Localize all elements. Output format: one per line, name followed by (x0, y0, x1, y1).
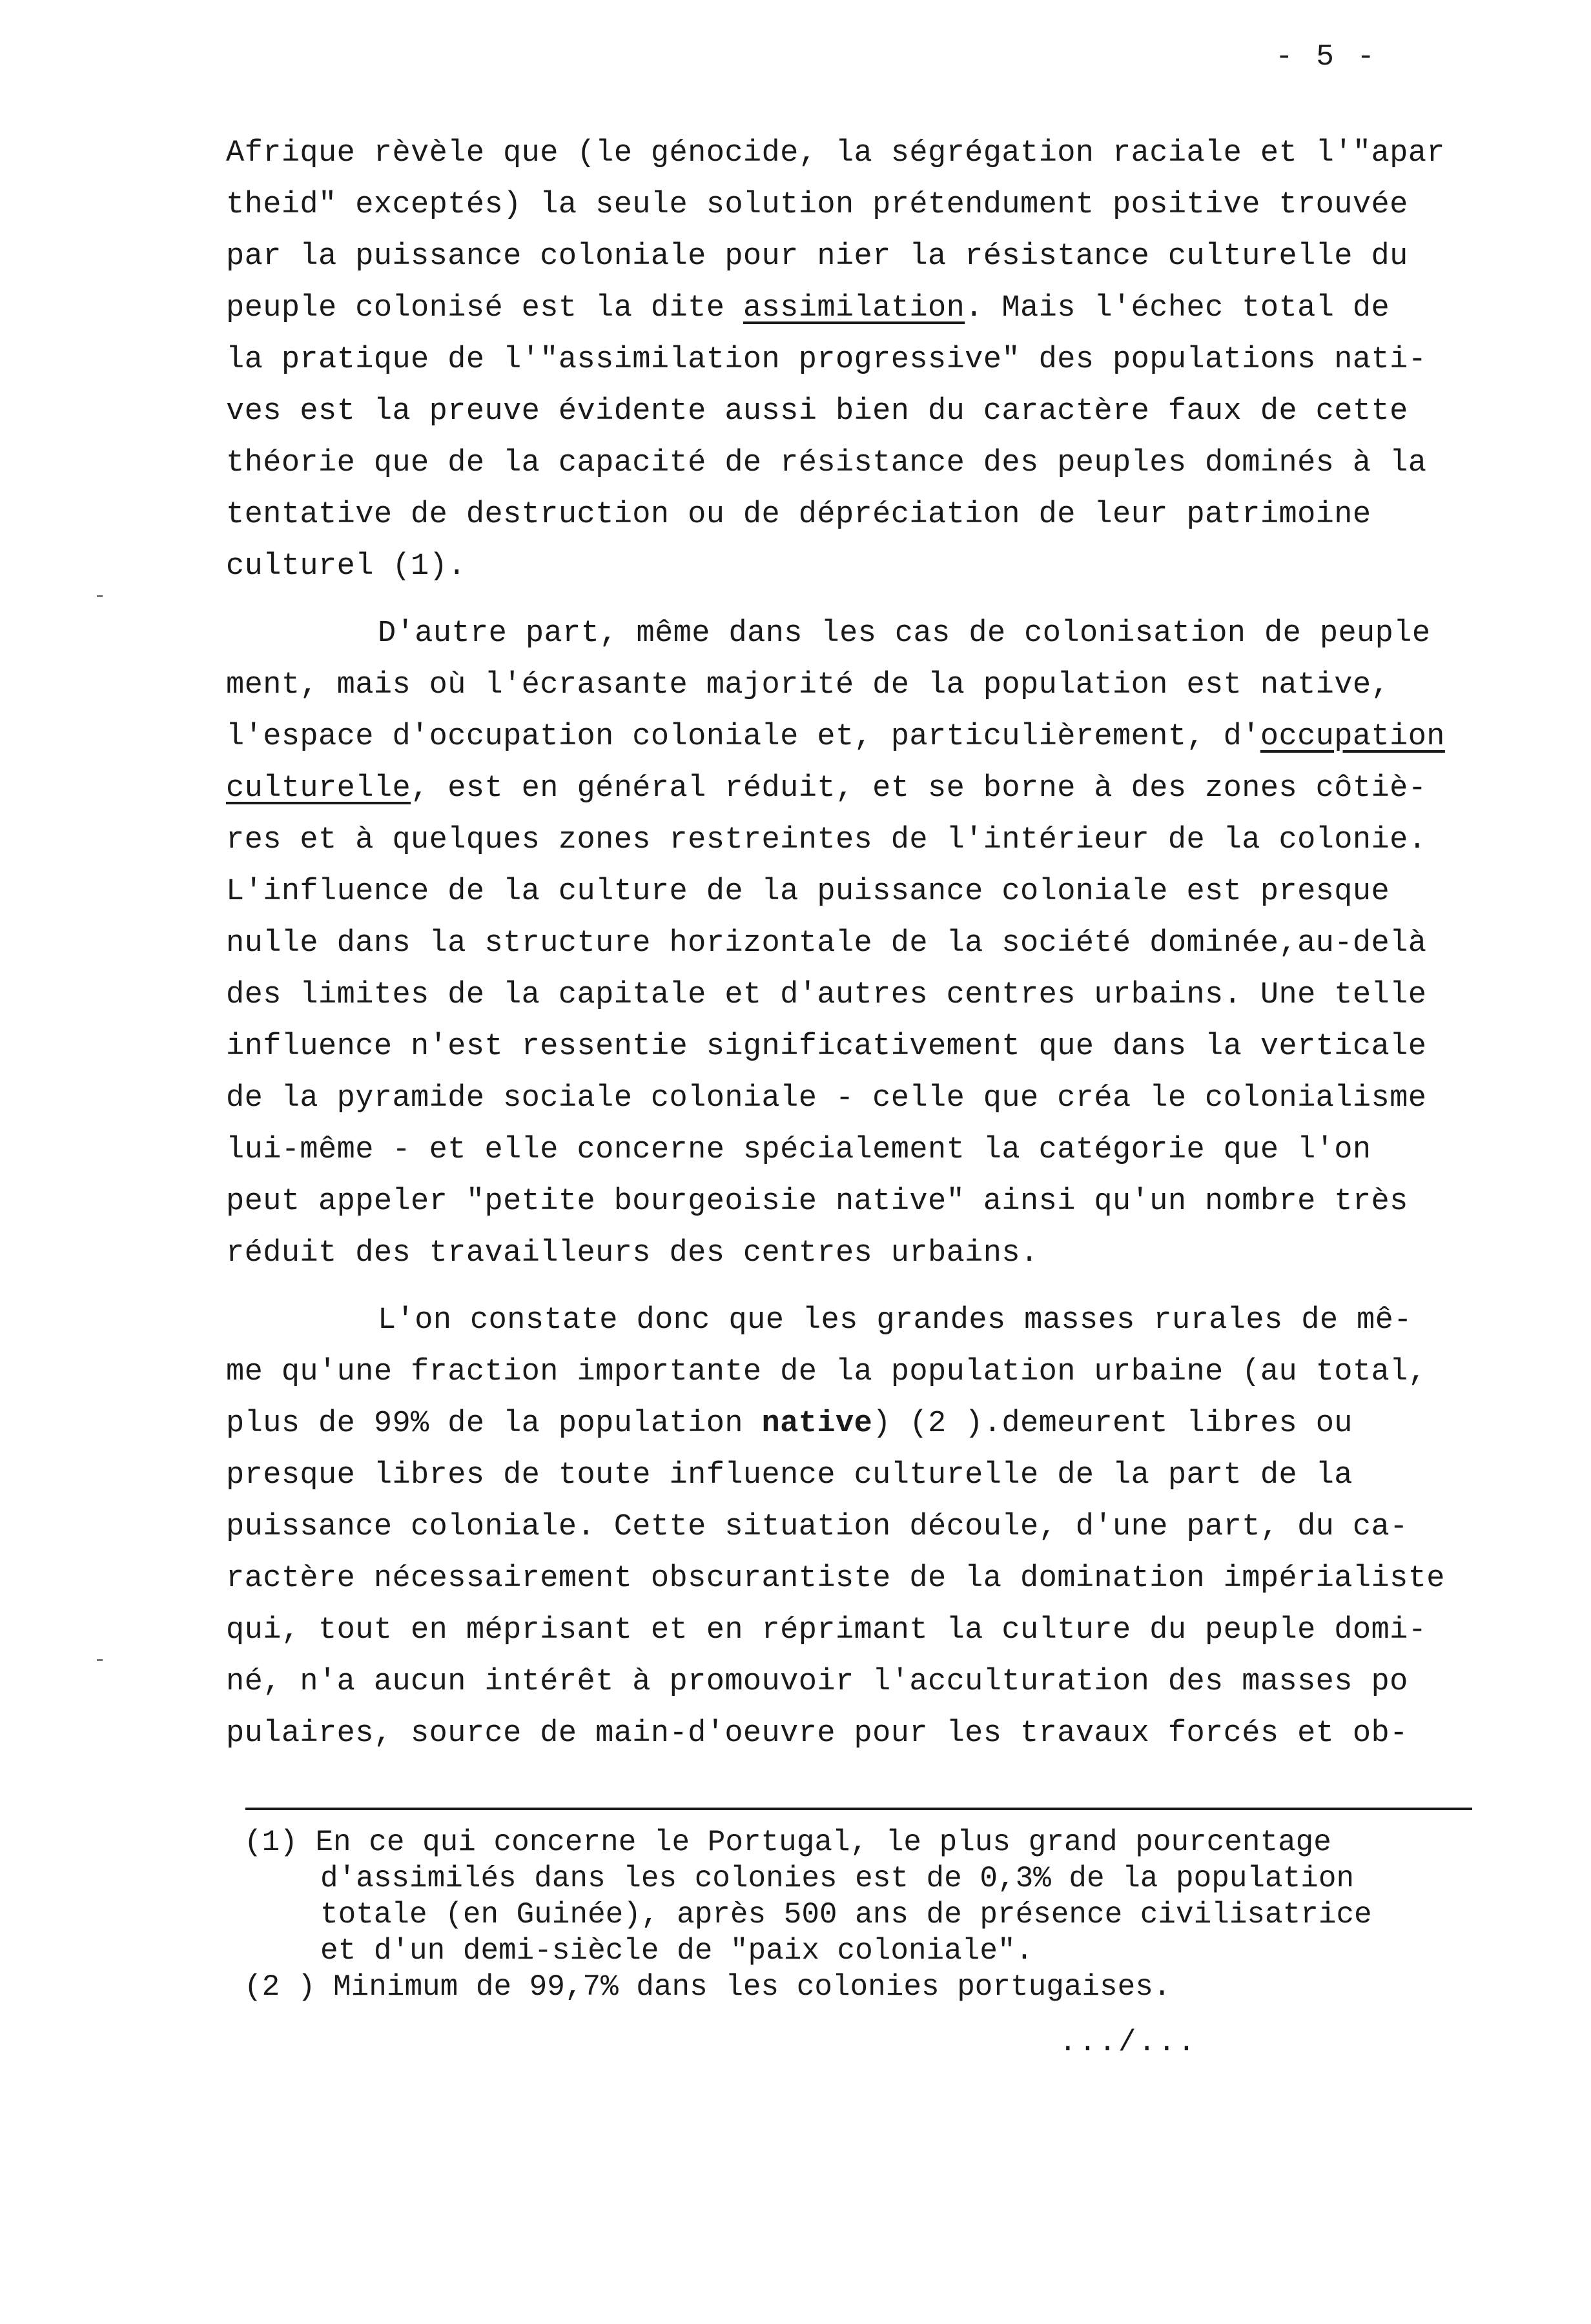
continuation-mark: .../... (1059, 2026, 1198, 2059)
text-line: puissance coloniale. Cette situation découle, d'une part, du ca- (226, 1510, 1408, 1544)
text-line: ves est la preuve évidente aussi bien du caractère faux de cette (226, 394, 1408, 429)
footnote-line: (1) En ce qui concerne le Portugal, le plus grand pourcentage (244, 1826, 1331, 1859)
text-line: qui, tout en méprisant et en réprimant la culture du peuple domi- (226, 1613, 1427, 1647)
text-line: réduit des travailleurs des centres urbains. (226, 1236, 1039, 1270)
text-line: tentative de destruction ou de dépréciation de leur patrimoine (226, 498, 1371, 532)
footnotes (244, 1824, 1503, 2005)
text-line: presque libres de toute influence culturelle de la part de la (226, 1458, 1353, 1493)
footnote-marker: (2 ) (244, 1970, 316, 2004)
footnote-2 (244, 1969, 1503, 2005)
text-line: pulaires, source de main-d'oeuvre pour les travaux forcés et ob- (226, 1717, 1408, 1751)
text-line: lui-même - et elle concerne spécialement la catégorie que l'on (226, 1133, 1371, 1167)
text-line: influence n'est ressentie significativement que dans la verticale (226, 1030, 1427, 1064)
text-line: peut appeler "petite bourgeoisie native" ainsi qu'un nombre très (226, 1185, 1408, 1219)
footnote-divider (245, 1808, 1472, 1810)
text-line: l'espace d'occupation coloniale et, particulièrement, d'occupation (226, 720, 1445, 754)
text-line: peuple colonisé est la dite assimilation. Mais l'échec total de (226, 291, 1390, 325)
text-line: des limites de la capitale et d'autres centres urbains. Une telle (226, 978, 1427, 1012)
footnote-marker: (1) (244, 1826, 298, 1859)
text-line: plus de 99% de la population native) (2 ).demeurent libres ou (226, 1407, 1353, 1441)
text-line: theid" exceptés) la seule solution prétendument positive trouvée (226, 188, 1408, 222)
bold-term-native: native (761, 1407, 873, 1441)
text-line: res et à quelques zones restreintes de l'intérieur de la colonie. (226, 823, 1427, 857)
text-line: théorie que de la capacité de résistance des peuples dominés à la (226, 446, 1427, 480)
footnote-line: totale (en Guinée), après 500 ans de présence civilisatrice (320, 1898, 1372, 1932)
text-line: culturel (1). (226, 549, 466, 584)
text-line: de la pyramide sociale coloniale - celle que créa le colonialisme (226, 1081, 1427, 1116)
text-line: culturelle, est en général réduit, et se borne à des zones côtiè- (226, 771, 1427, 806)
paragraph-1 (226, 128, 1485, 593)
text-line: né, n'a aucun intérêt à promouvoir l'acculturation des masses po (226, 1665, 1408, 1699)
paragraph-3 (226, 1295, 1485, 1760)
scan-speck (97, 595, 103, 597)
body-text (226, 128, 1485, 1760)
footnote-1 (244, 1824, 1503, 1969)
paragraph-2 (226, 608, 1485, 1279)
page-number: - 5 - (1275, 40, 1378, 74)
text-line: L'on constate donc que les grandes masses rurales de mê- (378, 1303, 1412, 1338)
underlined-term-occupation: occupation (1260, 720, 1445, 754)
footnote-line: et d'un demi-siècle de "paix coloniale". (320, 1934, 1034, 1968)
text-line: nulle dans la structure horizontale de la société dominée,au-delà (226, 926, 1427, 961)
text-line: ractère nécessairement obscurantiste de la domination impérialiste (226, 1562, 1445, 1596)
text-line: Afrique rèvèle que (le génocide, la ségrégation raciale et l'"apar (226, 136, 1445, 170)
footnote-line: d'assimilés dans les colonies est de 0,3% de la population (320, 1862, 1355, 1895)
text-line: par la puissance coloniale pour nier la résistance culturelle du (226, 240, 1408, 274)
text-line: ment, mais où l'écrasante majorité de la population est native, (226, 668, 1390, 702)
underlined-term-assimilation: assimilation (743, 291, 965, 325)
text-line: L'influence de la culture de la puissance coloniale est presque (226, 875, 1390, 909)
text-line: me qu'une fraction importante de la population urbaine (au total, (226, 1355, 1427, 1389)
text-line: la pratique de l'"assimilation progressive" des populations nati- (226, 343, 1427, 377)
footnote-line: (2 ) Minimum de 99,7% dans les colonies portugaises. (244, 1970, 1171, 2004)
underlined-term-culturelle: culturelle (226, 771, 411, 806)
scan-speck (97, 1659, 103, 1661)
text-line: D'autre part, même dans les cas de colonisation de peuple (378, 617, 1431, 651)
